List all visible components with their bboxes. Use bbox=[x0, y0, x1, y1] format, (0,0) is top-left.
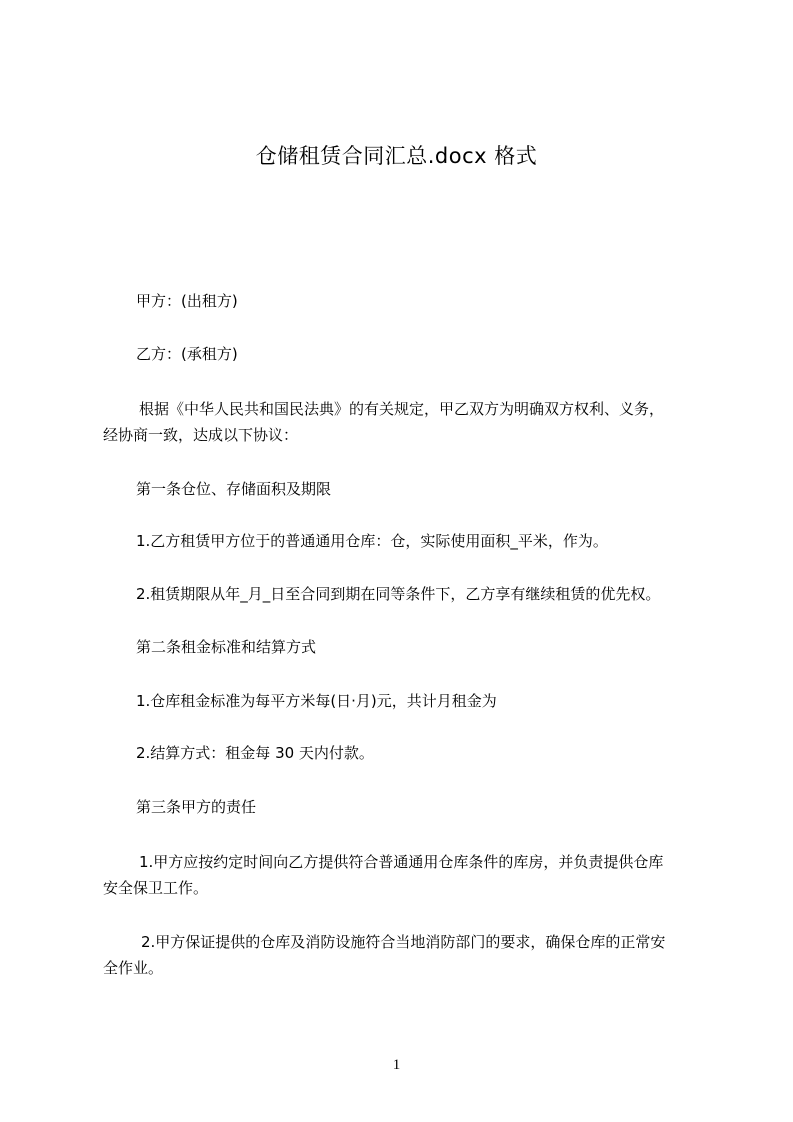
intro-paragraph-line-2: 经协商一致，达成以下协议： bbox=[103, 426, 299, 444]
article2-item2: 2.结算方式：租金每 30 天内付款。 bbox=[136, 744, 374, 762]
article1-item2: 2.租赁期限从年_月_日至合同到期在同等条件下，乙方享有继续租赁的优先权。 bbox=[136, 585, 661, 603]
article2-item1: 1.仓库租金标准为每平方米每(日·月)元，共计月租金为 bbox=[136, 692, 497, 710]
article3-item2-line-1: 2.甲方保证提供的仓库及消防设施符合当地消防部门的要求，确保仓库的正常安 bbox=[141, 933, 666, 951]
intro-paragraph-line-1: 根据《中华人民共和国民法典》的有关规定，甲乙双方为明确双方权利、义务， bbox=[139, 400, 665, 418]
article3-item1-line-2: 安全保卫工作。 bbox=[103, 879, 209, 897]
document-title: 仓储租赁合同汇总.docx 格式 bbox=[255, 144, 538, 168]
article2-heading: 第二条租金标准和结算方式 bbox=[136, 638, 317, 656]
party-a-line: 甲方：(出租方) bbox=[136, 292, 238, 310]
article3-heading: 第三条甲方的责任 bbox=[136, 798, 257, 816]
article1-item1: 1.乙方租赁甲方位于的普通通用仓库：仓，实际使用面积_平米，作为。 bbox=[136, 532, 608, 550]
article3-item2-line-2: 全作业。 bbox=[103, 959, 164, 977]
party-b-line: 乙方：(承租方) bbox=[136, 345, 238, 363]
page-number: 1 bbox=[392, 1057, 401, 1073]
article3-item1-line-1: 1.甲方应按约定时间向乙方提供符合普通通用仓库条件的库房，并负责提供仓库 bbox=[139, 853, 664, 871]
article1-heading: 第一条仓位、存储面积及期限 bbox=[136, 480, 332, 498]
